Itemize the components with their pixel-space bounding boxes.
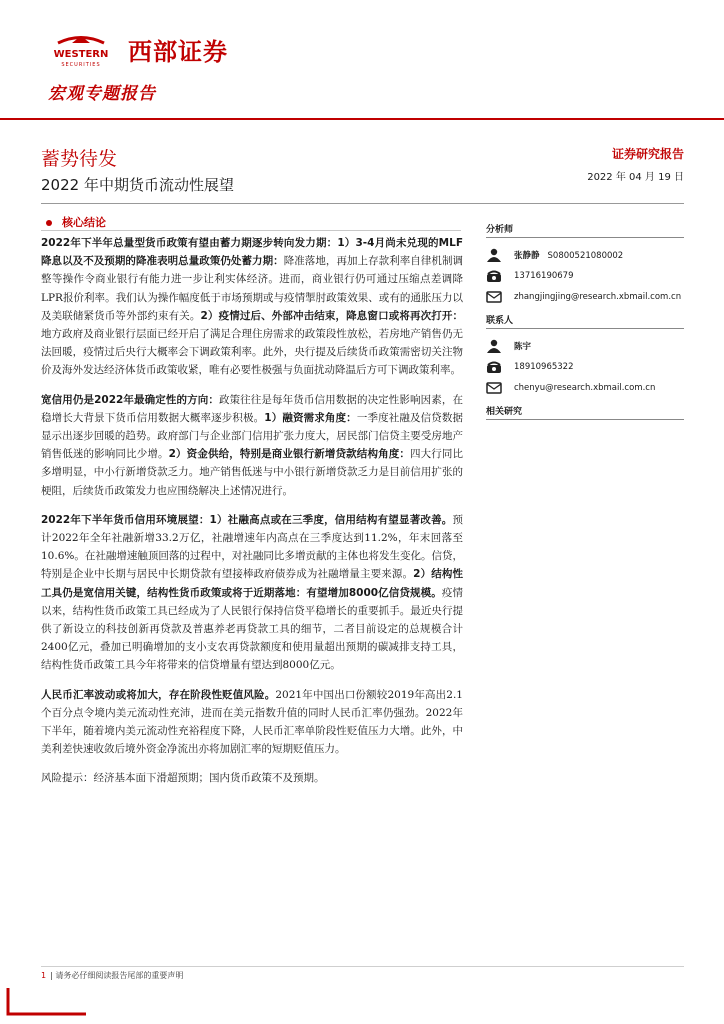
person-icon: [486, 248, 502, 262]
paragraph-emphasis: 2）疫情过后、外部冲击结束，降息窗口或将再次打开：: [200, 309, 463, 322]
paragraph-emphasis: 2022年下半年货币信用环境展望：1）社融高点或在三季度，信用结构有望显著改善。: [41, 513, 453, 526]
analyst-phone-row: [486, 265, 684, 286]
report-body: [41, 234, 463, 799]
report-category: 宏观专题报告: [48, 84, 156, 104]
paragraph-text: 疫情以来，结构性货币政策工具已经成为了人民银行保持信贷平稳增长的重要抓手。最近央行提供了新设立的科技创新再贷款及普惠养老再贷款工具的细节，二者目前设定的总规模合计2400亿元，叠加已明确增加的支小支农再贷款额度和使用量超出预期的碳减排支持工具，结构性货币政策工具今年将带来的信贷增量有望达到8000亿元。: [41, 586, 463, 672]
footer: 1 | 请务必仔细阅读报告尾部的重要声明: [41, 971, 184, 980]
paragraph-text: 预计2022年全年社融新增33.2万亿，社融增速年内高点在三季度达到11.2%，年末回落至10.6%。在社融增速触顶回落的过程中，对社融同比多增贡献的主体也将发生变化。信贷，特别是企业中长期与居民中长期贷款有望接棒政府债券成为社融增量主要来源。: [41, 513, 463, 581]
email-icon: [486, 381, 502, 395]
contact-email[interactable]: chenyu@research.xbmail.com.cn: [514, 382, 656, 393]
paragraph: [41, 511, 463, 675]
header-divider: [0, 118, 724, 120]
western-logo-icon: [48, 30, 114, 70]
section-divider: [41, 230, 461, 231]
title-divider: [41, 203, 684, 204]
paragraph-emphasis: 人民币汇率波动或将加大，存在阶段性贬值风险。: [41, 688, 276, 701]
analyst-email[interactable]: zhangjingjing@research.xbmail.com.cn: [514, 291, 682, 302]
analyst-heading: 分析师: [486, 222, 684, 238]
brand-en-sub: SECURITIES: [61, 62, 101, 68]
paragraph-emphasis: 2）结构性工具仍是宽信用关键，结构性货币政策或将于近期落地：有望增加8000亿信贷规模。: [41, 568, 463, 599]
contact-name: 陈宇: [514, 341, 532, 352]
bullet-icon: [46, 220, 52, 226]
western-securities-logo: [48, 30, 238, 70]
paragraph: [41, 391, 463, 500]
contact-phone-row: [486, 356, 684, 377]
paragraph-emphasis: 2）资金供给，特别是商业银行新增贷款结构角度：: [168, 448, 410, 461]
analyst-row: [486, 244, 684, 265]
email-icon: [486, 290, 502, 304]
report-subtitle: 2022 年中期货币流动性展望: [41, 176, 234, 194]
contact-phone: 18910965322: [514, 361, 574, 372]
footer-divider: [41, 966, 684, 967]
paragraph-emphasis: 宽信用仍是2022年最确定性的方向：: [41, 393, 219, 406]
paragraph-text: 政策往往是每年货币信用数据的决定性影响因素，在稳增长大背景下货币信用数据大概率逐步积极。: [41, 393, 463, 424]
analyst-phone: 13716190679: [514, 270, 574, 281]
related-research-heading: 相关研究: [486, 404, 684, 420]
person-icon: [486, 339, 502, 353]
report-header: [0, 0, 724, 120]
paragraph-emphasis: 1）融资需求角度：: [264, 411, 357, 424]
report-title: 蓄势待发: [41, 148, 118, 170]
paragraph-text: 降准落地，再加上存款利率自律机制调整等操作令商业银行有能力进一步让利实体经济。进而，商业银行仍可通过压缩点差调降LPR报价利率。我们认为操作幅度低于市场预期或与疫情掣肘政策效果、或有的通胀压力以及美联储紧货币等外部约束有关。: [41, 255, 464, 322]
analyst-email-row: [486, 286, 684, 307]
brand-cn: 西部证券: [128, 38, 228, 66]
phone-icon: [486, 360, 502, 374]
report-type-label: 证券研究报告: [611, 147, 684, 161]
footer-notice: 请务必仔细阅读报告尾部的重要声明: [55, 971, 184, 980]
paragraph: [41, 234, 463, 380]
analyst-name: 张静静: [514, 250, 540, 261]
section-heading: [46, 214, 106, 230]
page-number: 1: [41, 971, 47, 980]
report-date: 2022 年 04 月 19 日: [587, 172, 684, 183]
section-heading-text: 核心结论: [62, 216, 106, 229]
paragraph-text: 2021年中国出口份额较2019年高出2.1个百分点令境内美元流动性充沛，进而在美元指数升值的同时人民币汇率仍强劲。2022年下半年，随着境内美元流动性充裕程度下降，人民币汇率单阶段性贬值压力大增。此外，中美利差快速收敛后境外资金净流出亦将加剧汇率的短期贬值压力。: [41, 688, 463, 756]
paragraph-text: 一季度社融及信贷数据显示出逐步回暖的趋势。政府部门与企业部门信用扩张力度大，居民部门信贷主要受房地产销售低迷的影响同比少增。: [41, 411, 464, 461]
paragraph-text: 风险提示：经济基本面下滑超预期；国内货币政策不及预期。: [41, 772, 325, 785]
paragraph-text: 四大行同比多增明显，中小行新增贷款乏力。地产销售低迷与中小银行新增贷款乏力是目前信用扩张的梗阻，后续货币政策发力也应围绕解决上述情况进行。: [41, 448, 464, 497]
paragraph: [41, 686, 463, 759]
paragraph-text: 地方政府及商业银行层面已经开启了满足合理住房需求的政策段性放松，若房地产销售仍无法回暖，疫情过后央行大概率会下调政策利率。此外，央行提及后续货币政策需密切关注物价及海外发达经济体货币政策收紧，唯有必要性极强与负面扰动降温后方可下调政策利率。: [41, 328, 463, 377]
contact-row: [486, 335, 684, 356]
contact-email-row: [486, 377, 684, 398]
analyst-id: S0800521080002: [547, 250, 624, 261]
risk-note: [41, 769, 463, 787]
paragraph-emphasis: 2022年下半年总量型货币政策有望由蓄力期逐步转向发力期：1）3-4月尚未兑现的MLF降息以及不及预期的降准表明总量政策仍处蓄力期：: [41, 237, 463, 268]
contact-heading: 联系人: [486, 313, 684, 329]
author-sidebar: [486, 222, 684, 426]
corner-decoration: [6, 988, 86, 1016]
phone-icon: [486, 269, 502, 283]
brand-en: WESTERN: [53, 49, 109, 60]
